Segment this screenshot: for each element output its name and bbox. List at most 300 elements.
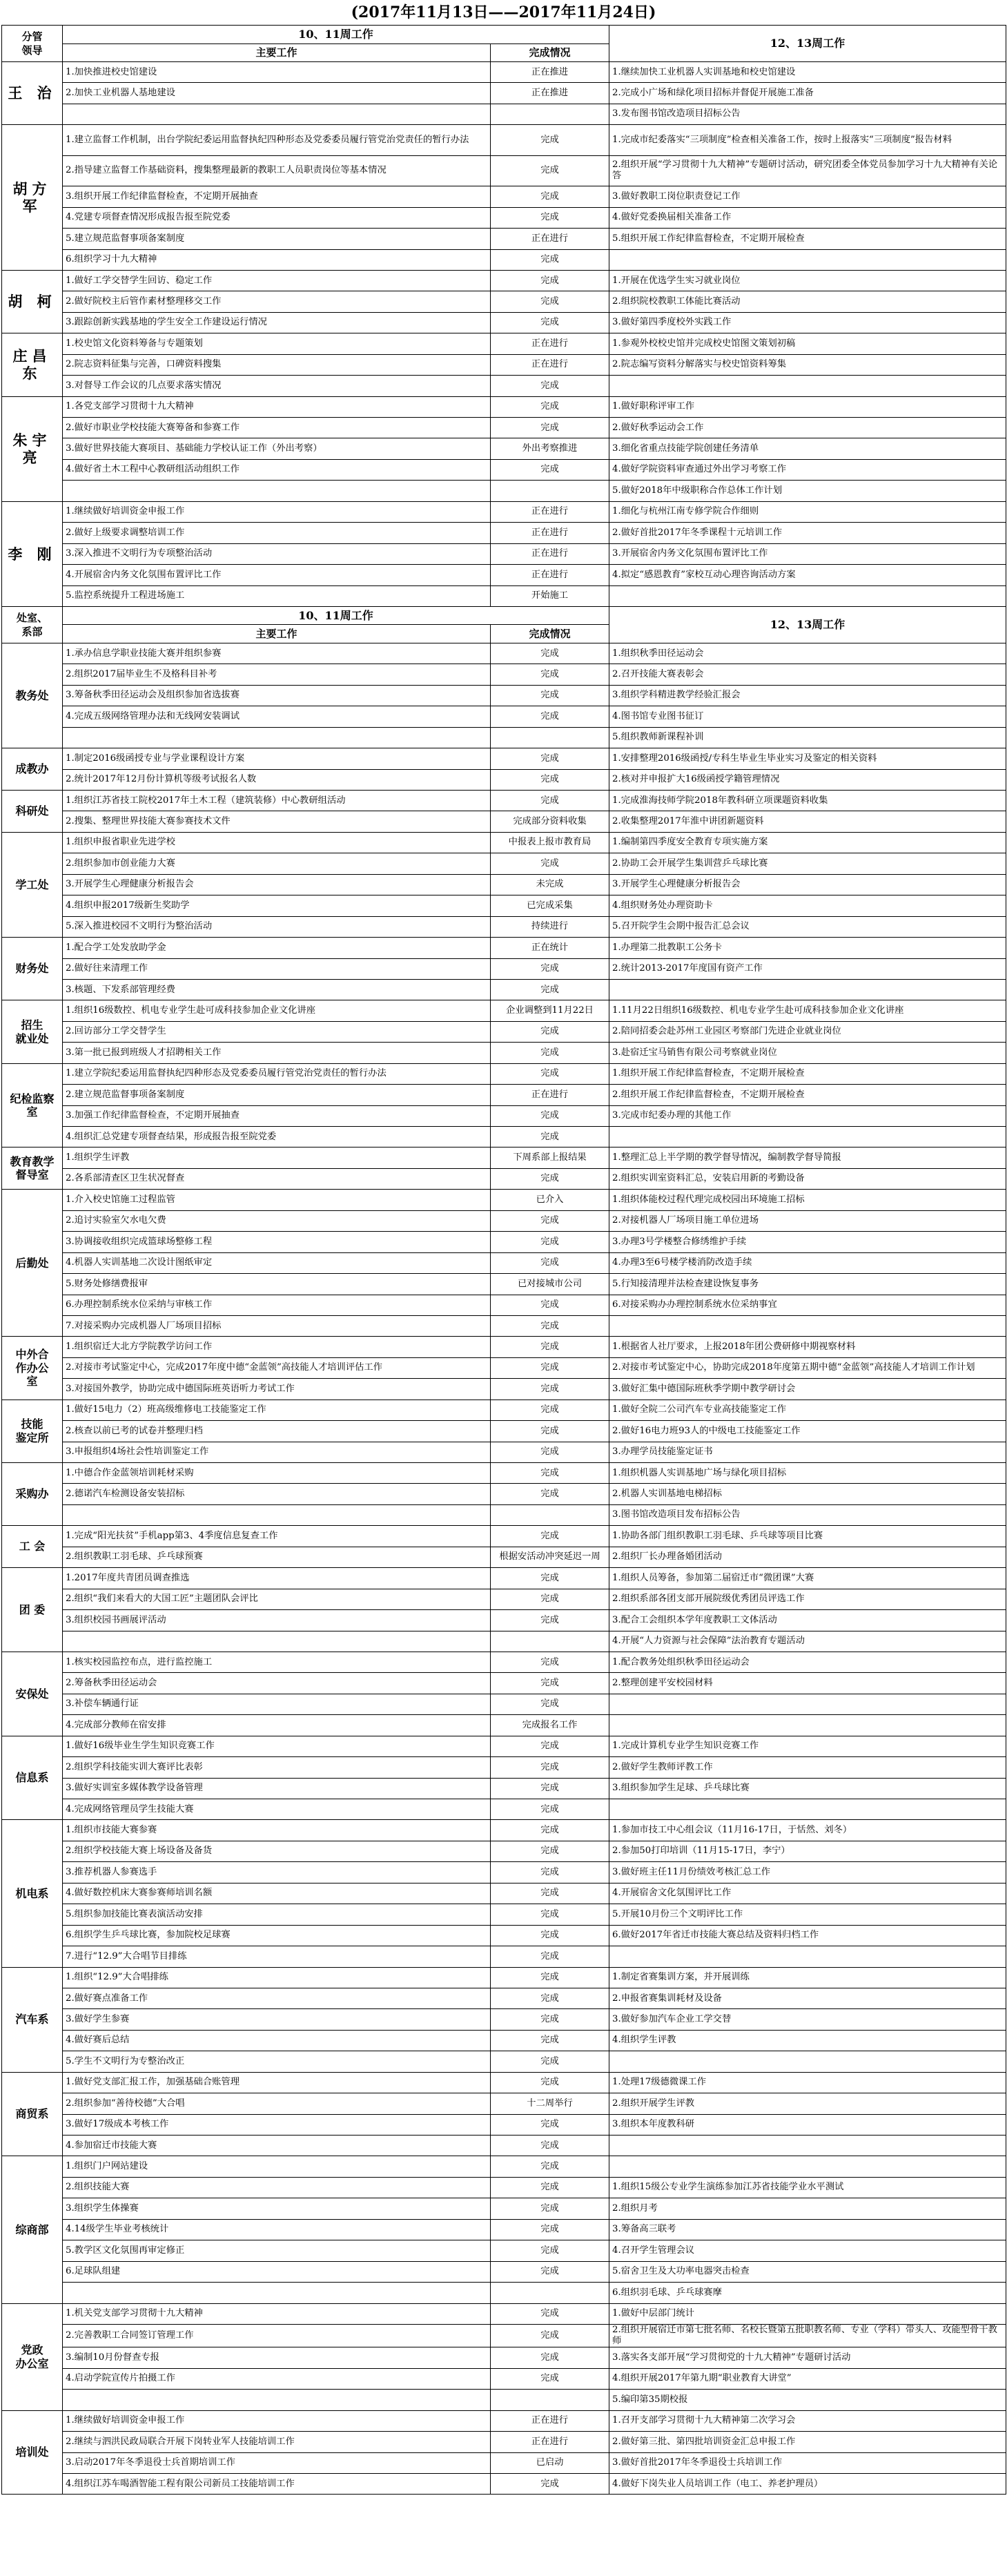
next-task: 5.组织开展工作纪律监督检查，不定期开展检查	[609, 229, 1006, 249]
status-cell	[491, 481, 609, 501]
status-cell: 已介入	[491, 1190, 609, 1210]
status-cell: 完成	[491, 2219, 609, 2240]
departments-dept-label: 团 委	[2, 1568, 63, 1652]
next-task: 4.组织财务处办理资助卡	[609, 895, 1006, 916]
status-cell: 完成	[491, 1295, 609, 1315]
next-task: 3.做好第四季度校外实践工作	[609, 312, 1006, 333]
next-task: 4.做好学院资料审查通过外出学习考察工作	[609, 459, 1006, 480]
status-cell: 完成	[491, 396, 609, 417]
current-task: 1.承办信息学职业技能大赛并组织参赛	[63, 643, 491, 664]
next-task: 1.安排整理2016级函授/专科生毕业生毕业实习及鉴定的相关资料	[609, 748, 1006, 769]
next-task: 1.组织开展工作纪律监督检查，不定期开展检查	[609, 1063, 1006, 1084]
next-task: 4.开展宿舍文化氛围评比工作	[609, 1883, 1006, 1904]
current-task: 2.组织技能大赛	[63, 2177, 491, 2198]
next-task: 1.组织机器人实训基地广场与绿化项目招标	[609, 1463, 1006, 1484]
departments-dept-label: 商贸系	[2, 2072, 63, 2156]
next-task: 4.做好党委换届相关准备工作	[609, 207, 1006, 228]
next-task: 2.组织开展工作纪律监督检查，不定期开展检查	[609, 1085, 1006, 1105]
table-row	[2, 1757, 1006, 1778]
status-cell: 完成	[491, 1127, 609, 1147]
status-cell: 正在进行	[491, 501, 609, 522]
leaders-dept-label: 胡方军	[2, 125, 63, 271]
next-task: 1.组织秋季田径运动会	[609, 643, 1006, 664]
table-row	[2, 2114, 1006, 2135]
status-cell: 完成	[491, 1526, 609, 1547]
current-task: 3.编制10月份督查专报	[63, 2347, 491, 2368]
table-row	[2, 1967, 1006, 1988]
current-task: 4.做好赛后总结	[63, 2030, 491, 2051]
status-cell: 完成	[491, 1946, 609, 1967]
current-task: 3.组织学生体操赛	[63, 2198, 491, 2219]
status-cell	[491, 727, 609, 748]
current-task: 3.第一批已报到班级人才招聘相关工作	[63, 1043, 491, 1063]
table-row	[2, 2093, 1006, 2114]
table-row	[2, 1168, 1006, 1189]
next-task: 2.组织实训室资料汇总，安装启用新的考勤设备	[609, 1168, 1006, 1189]
current-task: 5.建立规范监督事项备案制度	[63, 229, 491, 249]
status-cell	[491, 2283, 609, 2303]
status-cell: 开始施工	[491, 585, 609, 606]
next-task: 1.组织人员筹备，参加第二届宿迁市“微团课”大赛	[609, 1568, 1006, 1589]
next-task: 3.图书馆改造项目发布招标公告	[609, 1504, 1006, 1525]
current-task: 4.开展宿舍内务文化氛围布置评比工作	[63, 565, 491, 585]
next-task: 1.整理汇总上半学期的教学督导情况，编制教学督导简报	[609, 1147, 1006, 1168]
departments-dept-label: 学工处	[2, 832, 63, 937]
table-row	[2, 1610, 1006, 1631]
next-task: 5.做好2018年中级职称合作总体工作计划	[609, 481, 1006, 501]
current-task: 3.核题、下发系部管理经费	[63, 979, 491, 1000]
status-cell: 根据安活动冲突延迟一周	[491, 1547, 609, 1567]
schedule-table	[1, 25, 1006, 2495]
current-task: 3.申报组织4场社会性培训鉴定工作	[63, 1442, 491, 1462]
status-cell: 完成	[491, 2177, 609, 2198]
current-task	[63, 1631, 491, 1652]
next-task: 3.落实各支部开展“学习贯彻党的十九大精神”专题研讨活动	[609, 2347, 1006, 2368]
current-task: 5.财务处修缮费报审	[63, 1274, 491, 1295]
next-task: 4.办理3至6号楼学楼消防改造手续	[609, 1252, 1006, 1273]
table-row	[2, 2474, 1006, 2495]
status-cell: 完成	[491, 1484, 609, 1504]
table-row	[2, 895, 1006, 916]
current-task: 2.组织参加市创业能力大赛	[63, 853, 491, 874]
next-task	[609, 249, 1006, 270]
next-task: 3.开展宿舍内务文化氛围布置评比工作	[609, 543, 1006, 564]
table-row	[2, 104, 1006, 124]
table-row	[2, 727, 1006, 748]
status-cell: 完成	[491, 1694, 609, 1714]
status-cell: 完成	[491, 1337, 609, 1357]
table-row	[2, 438, 1006, 459]
status-cell: 完成	[491, 312, 609, 333]
current-task: 6.办理控制系统水位采纳与审核工作	[63, 1295, 491, 1315]
departments-dept-label: 培训处	[2, 2410, 63, 2495]
status-cell: 完成	[491, 1252, 609, 1273]
table-row	[2, 2240, 1006, 2261]
status-cell: 完成	[491, 2474, 609, 2495]
current-task: 4.完成部分教师在宿安排	[63, 1715, 491, 1736]
current-task: 2.对接市考试鉴定中心，完成2017年度中德“金蓝领”高技能人才培训评估工作	[63, 1357, 491, 1378]
leaders-dept-label: 胡 柯	[2, 270, 63, 333]
next-task: 2.对接市考试鉴定中心，协助完成2018年度第五期中德“金蓝领”高技能人才培训工作计划	[609, 1357, 1006, 1378]
departments-dept-label: 机电系	[2, 1820, 63, 1967]
next-task: 3.赴宿迁宝马销售有限公司考察就业岗位	[609, 1043, 1006, 1063]
table-row	[2, 2452, 1006, 2473]
current-task: 3.推荐机器人参赛选手	[63, 1862, 491, 1883]
next-task	[609, 1127, 1006, 1147]
table-row	[2, 2347, 1006, 2368]
table-row	[2, 1589, 1006, 1609]
status-cell: 完成	[491, 2156, 609, 2177]
table-row	[2, 333, 1006, 354]
table-row	[2, 2261, 1006, 2282]
current-task: 3.加强工作纪律监督检查，不定期开展抽查	[63, 1105, 491, 1126]
current-task: 2.做好院校主后管作素材整理移交工作	[63, 291, 491, 312]
current-task: 7.对接采购办完成机器人厂场项目招标	[63, 1315, 491, 1336]
next-task: 3.办理3号学楼整合修绣维护手续	[609, 1232, 1006, 1252]
current-task: 2.筹备秋季田径运动会	[63, 1673, 491, 1694]
table-row	[2, 585, 1006, 606]
status-cell: 完成	[491, 1757, 609, 1778]
current-task: 3.启动2017年冬季退役士兵首期培训工作	[63, 2452, 491, 2473]
next-task	[609, 1799, 1006, 1820]
next-task: 1.制定省赛集训方案，并开展训练	[609, 1967, 1006, 1988]
current-task: 3.协调接收组织完成篮球场整修工程	[63, 1232, 491, 1252]
next-task	[609, 2156, 1006, 2177]
next-task: 5.行知接清理并法检查建设恢复事务	[609, 1274, 1006, 1295]
current-task: 4.党建专项督查情况形成报告报至院党委	[63, 207, 491, 228]
current-task: 6.组织学生乒乓球比赛，参加院校足球赛	[63, 1925, 491, 1946]
next-task: 1.完成市纪委落实“三项制度”检查相关准备工作，按时上报落实“三项制度”报告材料	[609, 125, 1006, 155]
current-task: 2.搜集、整理世界技能大赛参赛技术文件	[63, 811, 491, 832]
current-task	[63, 481, 491, 501]
table-row	[2, 1000, 1006, 1021]
departments-dept-label: 招生 就业处	[2, 1000, 63, 1063]
next-task: 2.组织开展“学习贯彻十九大精神”专题研讨活动，研究团委全体党员参加学习十九大精神有关论答	[609, 155, 1006, 186]
next-task: 4.组织学生评教	[609, 2030, 1006, 2051]
status-cell: 正在进行	[491, 2432, 609, 2452]
table-row	[2, 2072, 1006, 2093]
next-task: 2.完成小广场和绿化项目招标并督促开展施工准备	[609, 83, 1006, 104]
current-task: 1.组织宿迁大北方学院教学访问工作	[63, 1337, 491, 1357]
status-cell: 完成	[491, 2198, 609, 2219]
next-task: 2.院志编写资料分解落实与校史馆资料筹集	[609, 354, 1006, 375]
next-task: 1.完成计算机专业学生知识竞赛工作	[609, 1736, 1006, 1756]
next-task	[609, 1946, 1006, 1967]
next-task: 3.做好教职工岗位职责登记工作	[609, 186, 1006, 207]
status-cell: 完成	[491, 2030, 609, 2051]
table-row	[2, 1694, 1006, 1714]
status-cell: 完成	[491, 1736, 609, 1756]
current-task	[63, 2283, 491, 2303]
current-task: 2.做好上级要求调整培训工作	[63, 523, 491, 543]
status-cell: 完成	[491, 376, 609, 396]
table-row	[2, 270, 1006, 291]
current-task: 2.院志资料征集与完善，口碑资料搜集	[63, 354, 491, 375]
next-task	[609, 2136, 1006, 2156]
status-cell: 完成	[491, 1421, 609, 1442]
table-row	[2, 2410, 1006, 2431]
table-row	[2, 1063, 1006, 1084]
table-row	[2, 1904, 1006, 1925]
current-task	[63, 104, 491, 124]
current-task: 5.组织参加技能比赛表演活动安排	[63, 1904, 491, 1925]
current-task: 1.组织学生评教	[63, 1147, 491, 1168]
leaders-period-current: 10、11周工作	[63, 26, 609, 44]
status-cell: 完成	[491, 791, 609, 811]
table-row	[2, 1883, 1006, 1904]
next-task: 2.做好学生教师评教工作	[609, 1757, 1006, 1778]
current-task: 1.做好党支部汇报工作，加强基础合账管理	[63, 2072, 491, 2093]
next-task: 1.组织体能校过程代理完成校园出环境施工招标	[609, 1190, 1006, 1210]
next-task: 1.做好职称评审工作	[609, 396, 1006, 417]
table-row	[2, 2009, 1006, 2030]
table-row	[2, 543, 1006, 564]
departments-dept-label: 中外合 作办公 室	[2, 1337, 63, 1400]
table-row	[2, 1274, 1006, 1295]
status-cell: 持续进行	[491, 916, 609, 937]
status-cell: 完成	[491, 748, 609, 769]
status-cell: 完成	[491, 1400, 609, 1420]
current-task: 3.做好世界技能大赛项目、基础能力学校认证工作（外出考察）	[63, 438, 491, 459]
next-task: 3.筹备高三联考	[609, 2219, 1006, 2240]
next-task: 1.完成淮海技师学院2018年教科研立项课题资料收集	[609, 791, 1006, 811]
status-cell: 完成	[491, 1021, 609, 1042]
status-cell: 完成	[491, 1379, 609, 1400]
next-task: 3.做好汇集中德国际班秋季学期中教学研讨会	[609, 1379, 1006, 1400]
table-row	[2, 2030, 1006, 2051]
next-task: 5.开展10月份三个文明评比工作	[609, 1904, 1006, 1925]
status-cell: 完成	[491, 1589, 609, 1609]
next-task	[609, 1694, 1006, 1714]
table-row	[2, 958, 1006, 979]
current-task: 1.制定2016级函授专业与学业课程设计方案	[63, 748, 491, 769]
status-cell: 完成	[491, 2368, 609, 2389]
next-task: 5.宿舍卫生及大功率电器突击检查	[609, 2261, 1006, 2282]
table-row	[2, 2136, 1006, 2156]
status-cell: 完成	[491, 1904, 609, 1925]
current-task: 1.继续做好培训资金申报工作	[63, 501, 491, 522]
current-task: 3.补偿车辆通行证	[63, 1694, 491, 1714]
leaders-dept-label: 王 治	[2, 62, 63, 125]
table-row	[2, 1652, 1006, 1672]
current-task: 3.组织开展工作纪律监督检查，不定期开展抽查	[63, 186, 491, 207]
current-task: 6.组织学习十九大精神	[63, 249, 491, 270]
departments-col-main: 主要工作	[63, 625, 491, 643]
status-cell: 完成	[491, 2261, 609, 2282]
current-task	[63, 727, 491, 748]
status-cell	[491, 104, 609, 124]
departments-dept-label: 综商部	[2, 2156, 63, 2303]
next-task: 2.统计2013-2017年度国有资产工作	[609, 958, 1006, 979]
departments-col-status: 完成情况	[491, 625, 609, 643]
table-row	[2, 1127, 1006, 1147]
current-task: 3.开展学生心理健康分析报告会	[63, 874, 491, 895]
table-row	[2, 1021, 1006, 1042]
current-task: 1.组织江苏省技工院校2017年土木工程（建筑装修）中心教研组活动	[63, 791, 491, 811]
table-row	[2, 1295, 1006, 1315]
departments-dept-label: 财务处	[2, 938, 63, 1000]
current-task: 5.学生不文明行为专整治改正	[63, 2051, 491, 2072]
next-task: 2.整理创建平安校园材料	[609, 1673, 1006, 1694]
table-row	[2, 2219, 1006, 2240]
status-cell: 完成	[491, 1841, 609, 1861]
next-task: 2.机器人实训基地电梯招标	[609, 1484, 1006, 1504]
table-row	[2, 312, 1006, 333]
table-row	[2, 1925, 1006, 1946]
next-task: 2.做好首批2017年冬季课程十元培训工作	[609, 523, 1006, 543]
current-task: 1.组织申报省职业先进学校	[63, 832, 491, 853]
table-row	[2, 207, 1006, 228]
table-row	[2, 186, 1006, 207]
next-task: 4.做好下岗失业人员培训工作（电工、养老护理员）	[609, 2474, 1006, 2495]
departments-dept-label: 纪检监察 室	[2, 1063, 63, 1147]
status-cell: 完成	[491, 979, 609, 1000]
status-cell: 完成	[491, 1862, 609, 1883]
current-task: 2.做好市职业学校技能大赛筹备和参赛工作	[63, 418, 491, 438]
table-row	[2, 1232, 1006, 1252]
status-cell: 已完成采集	[491, 895, 609, 916]
status-cell: 正在进行	[491, 2410, 609, 2431]
status-cell: 中报表上报市教育局	[491, 832, 609, 853]
next-task: 4.组织开展2017年第九期“职业教育大讲堂”	[609, 2368, 1006, 2389]
status-cell: 正在进行	[491, 565, 609, 585]
current-task: 3.组织校园书画展评活动	[63, 1610, 491, 1631]
next-task: 2.做好16电力班93人的中级电工技能鉴定工作	[609, 1421, 1006, 1442]
status-cell: 完成	[491, 1652, 609, 1672]
status-cell: 完成	[491, 125, 609, 155]
current-task: 4.启动学院宣传片拍摄工作	[63, 2368, 491, 2389]
next-task: 4.开展“人力资源与社会保障”法治教育专题活动	[609, 1631, 1006, 1652]
table-row	[2, 1315, 1006, 1336]
table-row	[2, 1105, 1006, 1126]
status-cell: 完成	[491, 958, 609, 979]
next-task: 1.组织15级公专业学生演练参加江苏省技能学业水平测试	[609, 2177, 1006, 2198]
leaders-corner-label: 分管 领导	[2, 26, 63, 62]
current-task: 3.对督导工作会议的几点要求落实情况	[63, 376, 491, 396]
current-task: 2.指导建立监督工作基础资料，搜集整理最新的教职工人员职责岗位等基本情况	[63, 155, 491, 186]
next-task	[609, 376, 1006, 396]
current-task: 3.对接国外教学，协助完成中德国际班英语听力考试工作	[63, 1379, 491, 1400]
table-row	[2, 1463, 1006, 1484]
table-row	[2, 2198, 1006, 2219]
table-row	[2, 2324, 1006, 2347]
table-row	[2, 832, 1006, 853]
current-task: 3.做好17级成本考核工作	[63, 2114, 491, 2135]
status-cell: 完成	[491, 1568, 609, 1589]
next-task: 3.发布图书馆改造项目招标公告	[609, 104, 1006, 124]
departments-dept-label: 教务处	[2, 643, 63, 748]
table-row	[2, 685, 1006, 706]
departments-header-row	[2, 606, 1006, 625]
table-row	[2, 523, 1006, 543]
status-cell: 正在统计	[491, 938, 609, 958]
table-row	[2, 155, 1006, 186]
current-task: 1.建立学院纪委运用监督执纪四种形态及党委委员履行管党治党责任的暂行办法	[63, 1063, 491, 1084]
next-task: 3.配合工会组织本学年度教职工文体活动	[609, 1610, 1006, 1631]
current-task: 4.机器人实训基地二次设计图纸审定	[63, 1252, 491, 1273]
status-cell: 完成报名工作	[491, 1715, 609, 1736]
table-row	[2, 1568, 1006, 1589]
status-cell: 完成	[491, 186, 609, 207]
next-task: 3.做好参加汽车企业工学交替	[609, 2009, 1006, 2030]
table-row	[2, 1400, 1006, 1420]
next-task: 3.开展学生心理健康分析报告会	[609, 874, 1006, 895]
status-cell: 正在进行	[491, 229, 609, 249]
next-task: 3.做好班主任11月份绩效考核汇总工作	[609, 1862, 1006, 1883]
table-row	[2, 1673, 1006, 1694]
departments-dept-label: 后勤处	[2, 1190, 63, 1337]
departments-dept-label: 科研处	[2, 791, 63, 833]
current-task: 2.统计2017年12月份计算机等级考试报名人数	[63, 769, 491, 790]
next-task: 2.组织月考	[609, 2198, 1006, 2219]
status-cell: 完成	[491, 1063, 609, 1084]
next-task: 3.完成市纪委办理的其他工作	[609, 1105, 1006, 1126]
current-task: 1.做好16级毕业生学生知识竞赛工作	[63, 1736, 491, 1756]
next-task: 6.组织羽毛球、乒乓球赛摩	[609, 2283, 1006, 2303]
next-task: 1.编制第四季度安全教育专项实施方案	[609, 832, 1006, 853]
table-row	[2, 938, 1006, 958]
current-task: 2.回访部分工学交替学生	[63, 1021, 491, 1042]
status-cell: 外出考察推进	[491, 438, 609, 459]
current-task: 1.做好工学交替学生回访、稳定工作	[63, 270, 491, 291]
current-task: 1.各党支部学习贯彻十九大精神	[63, 396, 491, 417]
next-task: 2.协助工会开展学生集训营乒乓球比赛	[609, 853, 1006, 874]
current-task: 6.足球队组建	[63, 2261, 491, 2282]
status-cell: 完成	[491, 291, 609, 312]
status-cell: 完成	[491, 1778, 609, 1799]
table-row	[2, 748, 1006, 769]
table-row	[2, 229, 1006, 249]
next-task: 2.组织厂长办理备婚团活动	[609, 1547, 1006, 1567]
status-cell: 完成	[491, 1315, 609, 1336]
next-task: 5.组织教师新课程补训	[609, 727, 1006, 748]
status-cell: 完成	[491, 769, 609, 790]
next-task: 1.做好全院二公司汽车专业高技能鉴定工作	[609, 1400, 1006, 1420]
current-task: 2.做好赛点准备工作	[63, 1988, 491, 2008]
departments-dept-label: 教育教学 督导室	[2, 1147, 63, 1190]
current-task: 4.做好数控机床大赛参赛师培训名额	[63, 1883, 491, 1904]
table-row	[2, 501, 1006, 522]
current-task: 3.跟踪创新实践基地的学生安全工作建设运行情况	[63, 312, 491, 333]
status-cell: 完成	[491, 1988, 609, 2008]
table-row	[2, 1147, 1006, 1168]
current-task: 2.做好往来清理工作	[63, 958, 491, 979]
table-row	[2, 481, 1006, 501]
status-cell: 完成部分资料收集	[491, 811, 609, 832]
leaders-col-main: 主要工作	[63, 43, 491, 62]
table-row	[2, 1357, 1006, 1378]
leaders-dept-label: 李 刚	[2, 501, 63, 606]
status-cell: 完成	[491, 2051, 609, 2072]
table-row	[2, 396, 1006, 417]
table-row	[2, 1190, 1006, 1210]
status-cell: 完成	[491, 664, 609, 685]
table-row	[2, 1210, 1006, 1231]
status-cell: 已对接城市公司	[491, 1274, 609, 1295]
current-task: 2.追讨实验室欠水电欠费	[63, 1210, 491, 1231]
status-cell	[491, 1504, 609, 1525]
next-task: 2.参加50打印培训（11月15-17日，李宁）	[609, 1841, 1006, 1861]
table-row	[2, 291, 1006, 312]
current-task: 4.组织江苏车喝酒智能工程有限公司新员工技能培训工作	[63, 2474, 491, 2495]
current-task: 7.进行“12.9”大合唱节目排练	[63, 1946, 491, 1967]
next-task: 1.开展在优选学生实习就业岗位	[609, 270, 1006, 291]
status-cell: 完成	[491, 1232, 609, 1252]
current-task: 2.组织学科技能实训大赛评比表彰	[63, 1757, 491, 1778]
current-task: 3.做好实训室多媒体教学设备管理	[63, 1778, 491, 1799]
status-cell: 完成	[491, 155, 609, 186]
table-row	[2, 1504, 1006, 1525]
